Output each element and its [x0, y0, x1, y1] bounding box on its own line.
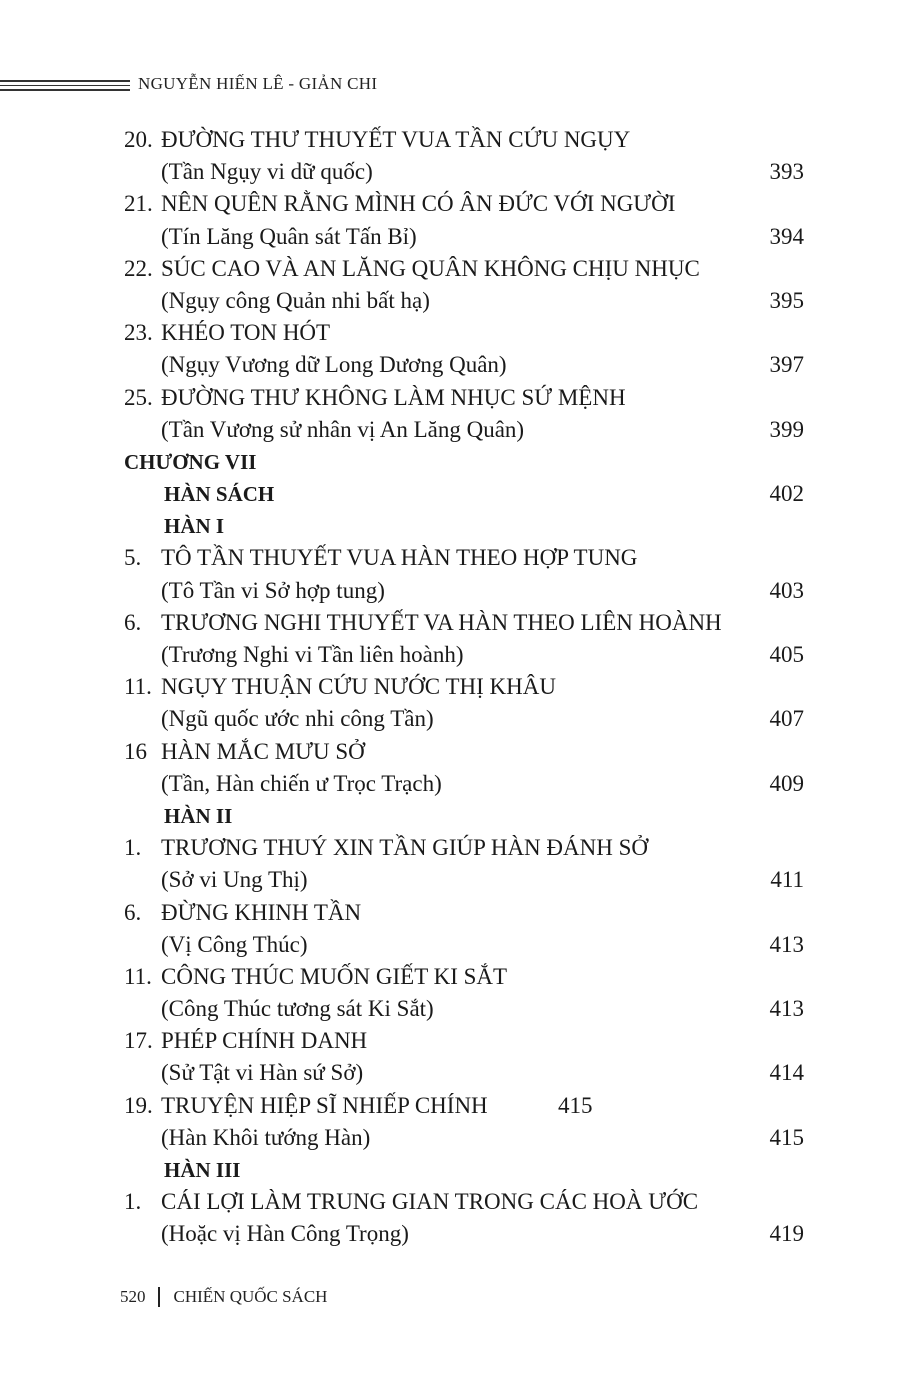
toc-row: [0, 607, 919, 639]
toc-row: [0, 671, 919, 703]
entry-number: 11.: [124, 674, 152, 700]
toc-row: [0, 832, 919, 864]
entry-number: 1.: [124, 1189, 142, 1215]
entry-number: 6.: [124, 899, 142, 925]
entry-page: 395: [769, 287, 804, 313]
entry-subtitle: (Hàn Khôi tướng Hàn): [161, 1124, 371, 1150]
toc-row: [0, 1057, 919, 1089]
entry-subtitle: (Ngụy Vương dữ Long Dương Quân): [161, 352, 507, 378]
toc-row: [0, 993, 919, 1025]
entry-number: 21.: [124, 191, 153, 217]
entry-page: 403: [769, 577, 804, 603]
section-heading: HÀN I: [164, 514, 225, 539]
entry-subtitle: (Tần, Hàn chiến ư Trọc Trạch): [161, 770, 442, 796]
toc-row: [0, 382, 919, 414]
entry-title: NGỤY THUẬN CỨU NƯỚC THỊ KHÂU: [161, 674, 556, 700]
entry-page: 409: [769, 770, 804, 796]
entry-title: ĐƯỜNG THƯ KHÔNG LÀM NHỤC SỨ MỆNH: [161, 384, 626, 410]
entry-number: 19.: [124, 1092, 153, 1118]
running-header: NGUYỄN HIẾN LÊ - GIẢN CHI: [138, 74, 378, 93]
entry-title: TRƯƠNG THUÝ XIN TẦN GIÚP HÀN ĐÁNH SỞ: [161, 835, 648, 861]
entry-title: PHÉP CHÍNH DANH: [161, 1028, 368, 1054]
section-heading: HÀN SÁCH: [164, 482, 275, 507]
section-heading: HÀN II: [164, 803, 233, 828]
entry-number: 6.: [124, 609, 142, 635]
toc-row: [0, 478, 919, 510]
chapter-heading: CHƯƠNG VII: [124, 449, 257, 474]
toc-row: [0, 542, 919, 574]
toc-row: [0, 446, 919, 478]
entry-number: 5.: [124, 545, 142, 571]
toc-row: [0, 929, 919, 961]
toc-row: [0, 124, 919, 156]
page-footer: [120, 1287, 327, 1307]
toc-row: [0, 864, 919, 896]
toc-row: [0, 253, 919, 285]
entry-number: 23.: [124, 320, 153, 346]
footer-divider: [158, 1287, 160, 1307]
toc-row: [0, 510, 919, 542]
toc-row: [0, 188, 919, 220]
entry-title: NÊN QUÊN RẰNG MÌNH CÓ ÂN ĐỨC VỚI NGƯỜI: [161, 191, 676, 217]
toc-row: [0, 1122, 919, 1154]
entry-page: 394: [769, 223, 804, 249]
toc-row: [0, 1025, 919, 1057]
entry-subtitle: (Ngụy công Quản nhi bất hạ): [161, 287, 430, 313]
entry-subtitle: (Tần Ngụy vi dữ quốc): [161, 159, 373, 185]
toc-row: [0, 414, 919, 446]
toc-row: [0, 736, 919, 768]
toc-row: [0, 768, 919, 800]
toc-row: [0, 1090, 919, 1122]
section-heading: HÀN III: [164, 1158, 241, 1182]
toc-row: [0, 349, 919, 381]
entry-subtitle: (Sở vi Ung Thị): [161, 867, 308, 893]
toc-row: [0, 800, 919, 832]
book-title: CHIẾN QUỐC SÁCH: [173, 1287, 328, 1306]
entry-subtitle: (Vị Công Thúc): [161, 931, 308, 957]
entry-number: 22.: [124, 255, 153, 281]
toc-row: [0, 1186, 919, 1218]
entry-page: 415: [769, 1124, 804, 1150]
entry-subtitle: (Tô Tần vi Sở hợp tung): [161, 577, 385, 603]
entry-page: 393: [769, 159, 804, 185]
entry-title: CÔNG THÚC MUỐN GIẾT KI SẮT: [161, 963, 508, 989]
entry-page: 413: [769, 996, 804, 1022]
header-rules: [0, 80, 130, 94]
table-of-contents: [0, 124, 919, 1251]
entry-title: TRƯƠNG NGHI THUYẾT VA HÀN THEO LIÊN HOÀNH: [161, 609, 722, 635]
entry-title: HÀN MẮC MƯU SỞ: [161, 738, 365, 764]
entry-subtitle: (Công Thúc tương sát Ki Sắt): [161, 996, 434, 1022]
entry-page: 413: [769, 931, 804, 957]
entry-page: 397: [769, 352, 804, 378]
toc-row: [0, 639, 919, 671]
entry-page: 399: [769, 416, 804, 442]
entry-page: 419: [769, 1221, 804, 1247]
entry-page: 414: [769, 1060, 804, 1086]
toc-row: [0, 317, 919, 349]
toc-row: [0, 285, 919, 317]
entry-title: KHÉO TON HÓT: [161, 320, 331, 346]
entry-page: 405: [769, 642, 804, 667]
entry-title: TÔ TẦN THUYẾT VUA HÀN THEO HỢP TUNG: [161, 545, 638, 571]
section-page: 402: [769, 481, 804, 507]
entry-subtitle: (Sử Tật vi Hàn sứ Sở): [161, 1060, 364, 1086]
toc-row: [0, 575, 919, 607]
toc-row: [0, 703, 919, 735]
toc-row: [0, 897, 919, 929]
entry-number: 25.: [124, 384, 153, 410]
entry-number: 20.: [124, 127, 153, 152]
entry-number: 16: [124, 738, 147, 764]
toc-row: [0, 156, 919, 188]
entry-title: SÚC CAO VÀ AN LĂNG QUÂN KHÔNG CHỊU NHỤC: [161, 255, 700, 281]
entry-page: 415: [558, 1092, 593, 1118]
entry-title: CÁI LỢI LÀM TRUNG GIAN TRONG CÁC HOÀ ƯỚC: [161, 1189, 699, 1215]
toc-row: [0, 221, 919, 253]
entry-subtitle: (Ngũ quốc ước nhi công Tần): [161, 706, 434, 732]
entry-page: 411: [770, 867, 804, 893]
entry-page: 407: [769, 706, 804, 732]
entry-subtitle: (Trương Nghi vi Tần liên hoành): [161, 642, 464, 667]
toc-row: [0, 961, 919, 993]
entry-number: 17.: [124, 1028, 153, 1054]
entry-subtitle: (Hoặc vị Hàn Công Trọng): [161, 1221, 409, 1247]
entry-title: ĐƯỜNG THƯ THUYẾT VUA TẦN CỨU NGỤY: [161, 127, 631, 152]
entry-number: 1.: [124, 835, 142, 861]
toc-row: [0, 1218, 919, 1250]
entry-title: TRUYỆN HIỆP SĨ NHIẾP CHÍNH: [161, 1092, 488, 1118]
toc-row: [0, 1154, 919, 1186]
entry-subtitle: (Tần Vương sử nhân vị An Lăng Quân): [161, 416, 525, 442]
entry-title: ĐỪNG KHINH TẦN: [161, 899, 362, 925]
entry-subtitle: (Tín Lăng Quân sát Tấn Bỉ): [161, 223, 417, 249]
entry-number: 11.: [124, 963, 152, 989]
page-number: 520: [120, 1287, 146, 1306]
